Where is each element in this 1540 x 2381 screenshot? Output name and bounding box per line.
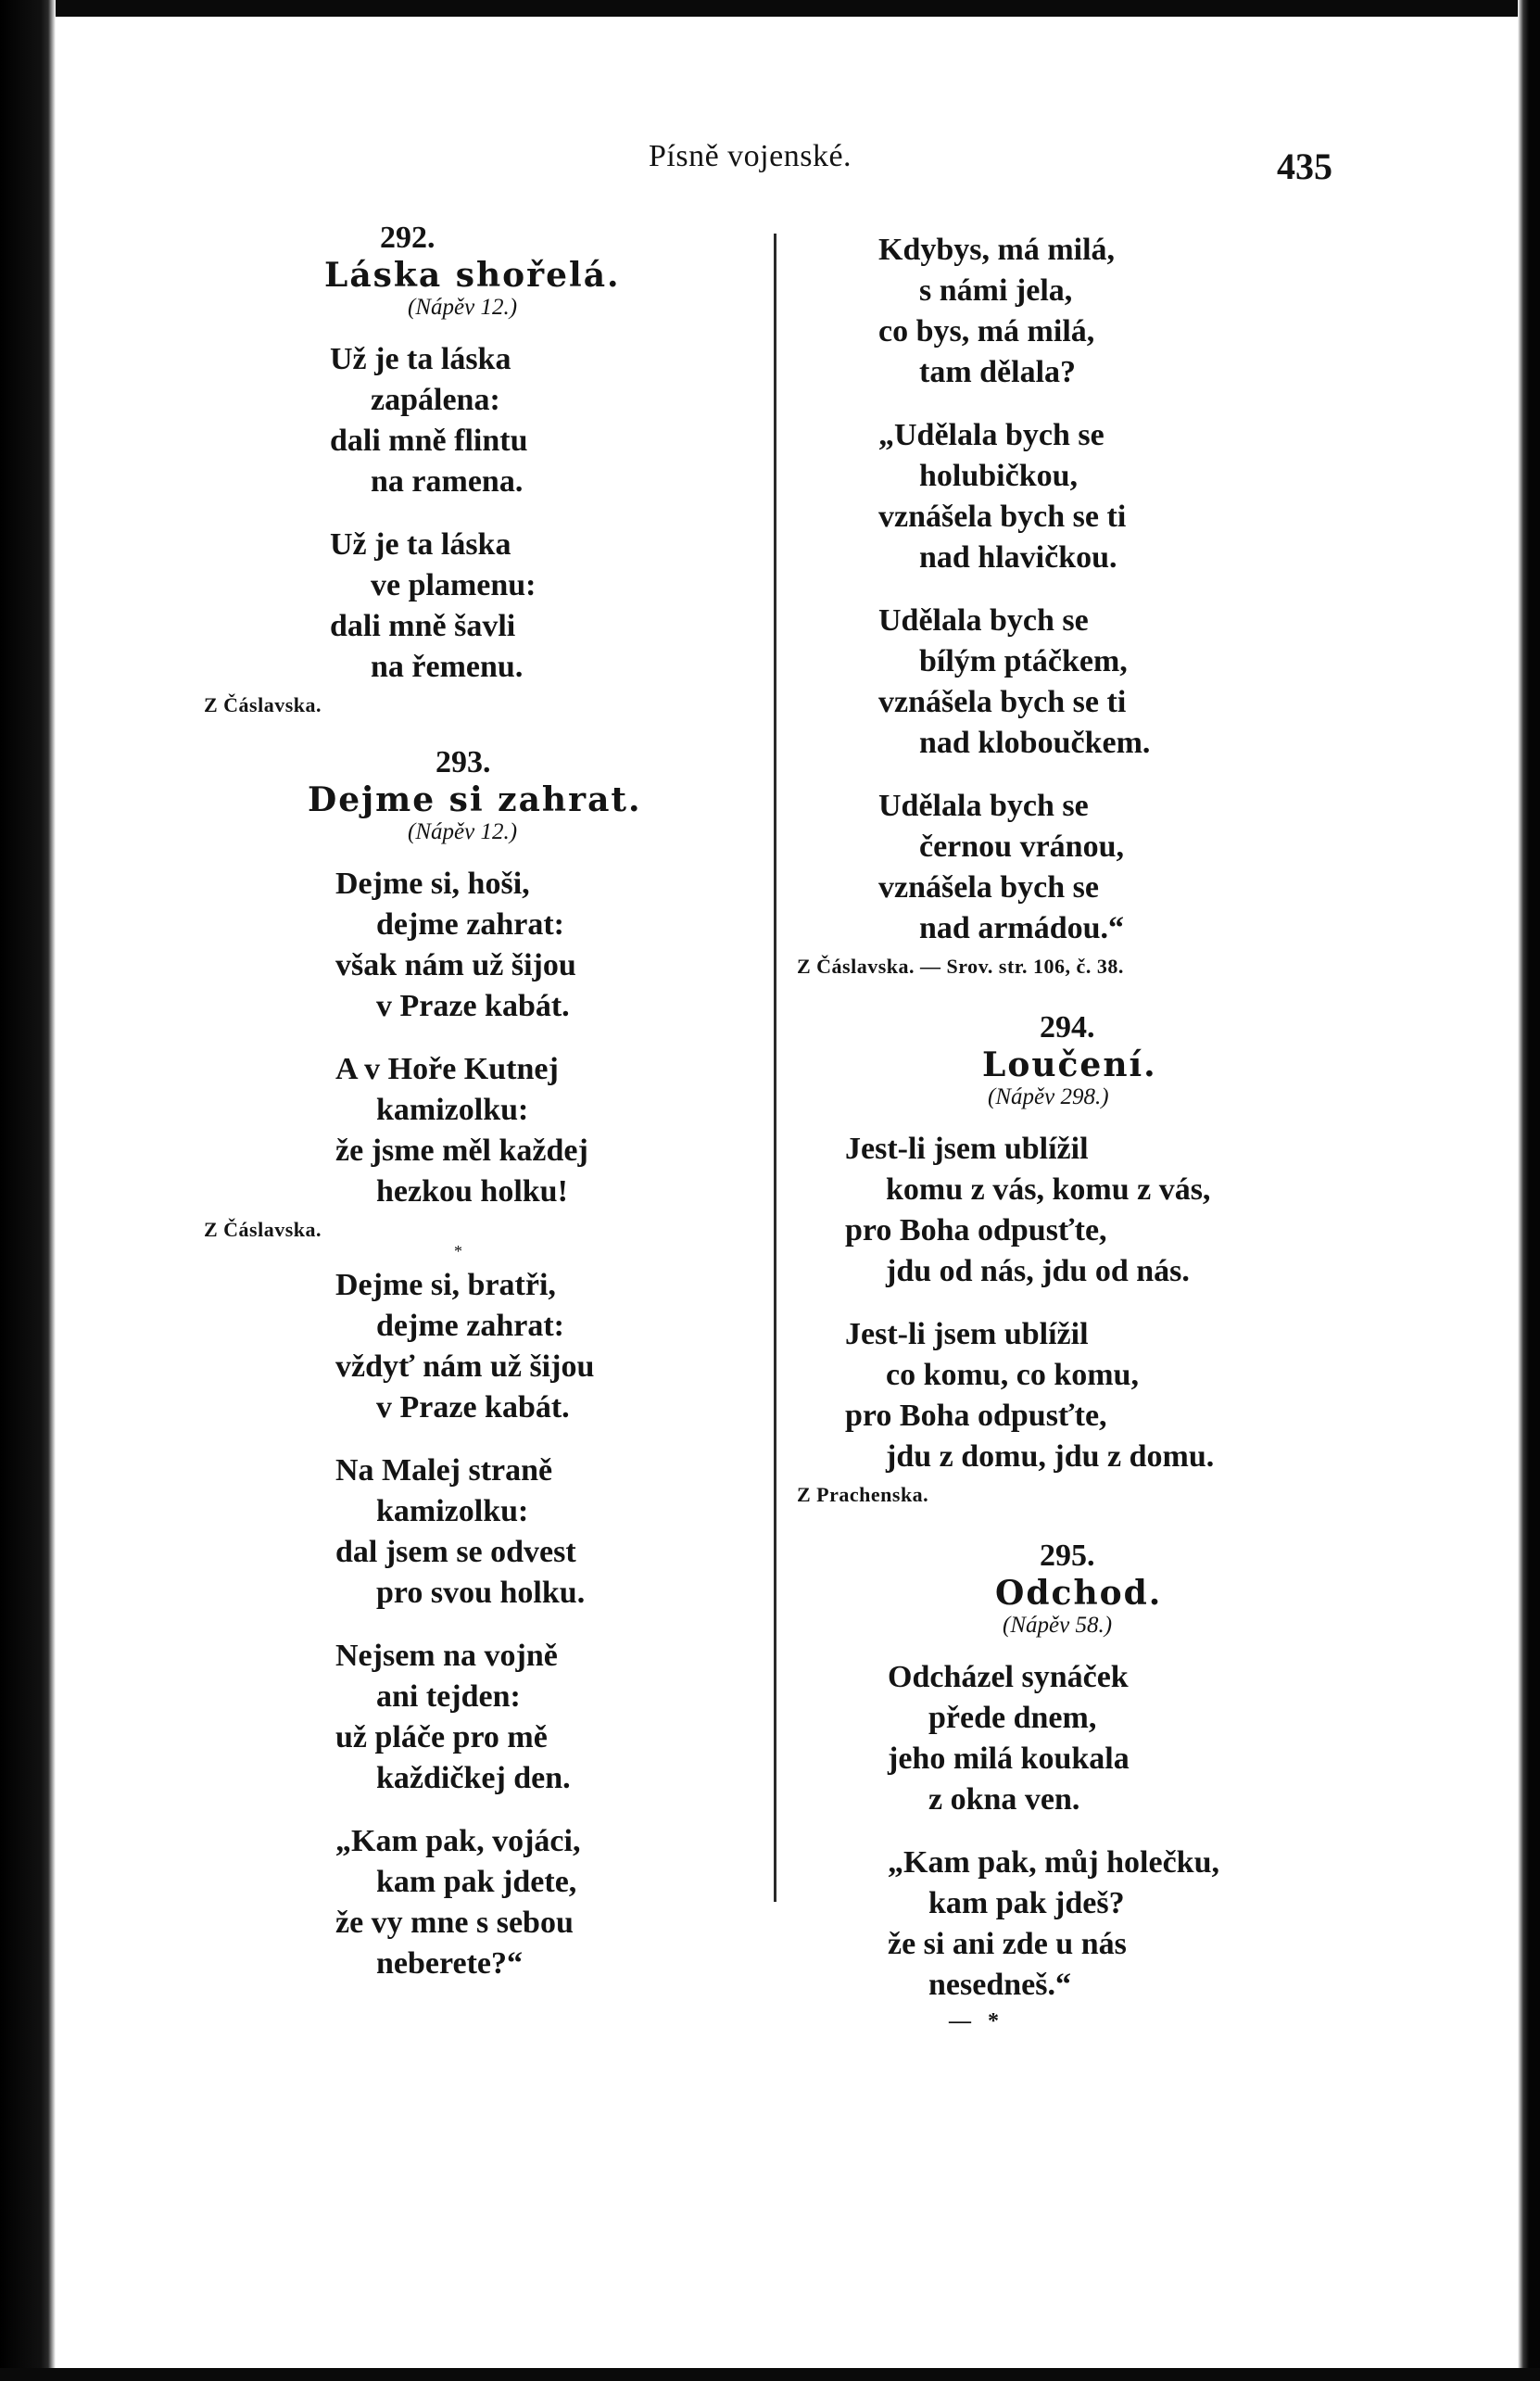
source-note: Z Prachenska. <box>797 1483 929 1506</box>
stanza <box>335 1450 741 1614</box>
verse-line: „Kam pak, můj holečku, <box>888 1845 1219 1880</box>
column-divider <box>774 234 776 1902</box>
stanza <box>845 1129 1316 1292</box>
stanza <box>878 415 1316 578</box>
stanza <box>335 864 741 1027</box>
verse-line: z okna ven. <box>928 1782 1080 1817</box>
footer-marks: — * <box>949 2009 999 2033</box>
song-295 <box>797 1539 1316 2034</box>
scan-border-left <box>0 0 56 2381</box>
verse-line: bílým ptáčkem, <box>919 644 1128 678</box>
verse-line: co komu, co komu, <box>886 1358 1139 1392</box>
verse-line: kam pak jdete, <box>376 1865 577 1899</box>
verse-line: však nám už šijou <box>335 948 576 982</box>
verse-line: kam pak jdeš? <box>928 1886 1125 1920</box>
verse-line: tam dělala? <box>919 355 1077 389</box>
song-title: Dejme si zahrat. <box>308 780 642 819</box>
verse-line: na ramena. <box>371 464 524 499</box>
scan-border-bottom <box>0 2368 1540 2381</box>
stanza <box>878 601 1316 764</box>
stanza <box>335 1821 741 1984</box>
running-head: Písně vojenské. <box>649 139 852 173</box>
source-note: Z Čáslavska. — Srov. str. 106, č. 38. <box>797 955 1124 978</box>
verse-line: Jest-li jsem ublížil <box>845 1317 1089 1351</box>
tune-ref: (Nápěv 298.) <box>988 1084 1109 1109</box>
scan-border-right <box>1518 0 1540 2381</box>
scan-border-top <box>0 0 1540 17</box>
stanza <box>878 786 1316 949</box>
left-column <box>204 221 741 2007</box>
verse-line: vznášela bych se ti <box>878 685 1127 719</box>
verse-line: nad hlavičkou. <box>919 540 1117 575</box>
stanza <box>335 1049 741 1212</box>
verse-line: Už je ta láska <box>330 527 511 562</box>
verse-line: už pláče pro mě <box>335 1720 548 1754</box>
source-note: Z Čáslavska. <box>204 693 322 716</box>
stanza <box>330 339 741 502</box>
verse-line: „Kam pak, vojáci, <box>335 1824 581 1858</box>
verse-line: v Praze kabát. <box>376 989 570 1023</box>
verse-line: Odcházel synáček <box>888 1660 1129 1694</box>
verse-line: pro Boha odpusťte, <box>845 1213 1107 1247</box>
song-number: 294. <box>1040 1010 1095 1045</box>
song-294 <box>797 1010 1316 1507</box>
verse-line: dejme zahrat: <box>376 1309 564 1343</box>
song-number: 295. <box>1040 1539 1095 1573</box>
song-number: 293. <box>435 745 491 779</box>
stanza <box>845 1314 1316 1477</box>
verse-line: jdu od nás, jdu od nás. <box>886 1254 1190 1288</box>
song-title: Odchod. <box>995 1574 1163 1613</box>
verse-line: jdu z domu, jdu z domu. <box>886 1439 1215 1474</box>
verse-line: zapálena: <box>371 383 500 417</box>
verse-line: Dejme si, hoši, <box>335 867 530 901</box>
verse-line: že si ani zde u nás <box>888 1927 1127 1961</box>
verse-line: s námi jela, <box>919 273 1073 308</box>
verse-line: dali mně šavli <box>330 609 516 643</box>
verse-line: Kdybys, má milá, <box>878 233 1116 267</box>
verse-line: přede dnem, <box>928 1701 1097 1735</box>
verse-line: vznášela bych se ti <box>878 500 1127 534</box>
right-column <box>797 230 1316 2034</box>
verse-line: nesedneš.“ <box>928 1968 1071 2002</box>
verse-line: Jest-li jsem ublížil <box>845 1132 1089 1166</box>
stanza <box>335 1636 741 1799</box>
verse-line: ani tejden: <box>376 1679 521 1714</box>
verse-line: Na Malej straně <box>335 1453 553 1488</box>
song-293 <box>204 745 741 1984</box>
verse-line: nad kloboučkem. <box>919 726 1151 760</box>
verse-line: pro svou holku. <box>376 1576 586 1610</box>
song-292 <box>204 221 741 717</box>
stanza <box>335 1265 741 1428</box>
verse-line: co bys, má milá, <box>878 314 1095 348</box>
verse-line: „Udělala bych se <box>878 418 1105 452</box>
stanza <box>878 230 1316 393</box>
verse-line: komu z vás, komu z vás, <box>886 1172 1211 1207</box>
verse-line: v Praze kabát. <box>376 1390 570 1425</box>
tune-ref: (Nápěv 58.) <box>1003 1613 1113 1638</box>
verse-line: že jsme měl každej <box>335 1134 588 1168</box>
verse-line: nad armádou.“ <box>919 911 1125 945</box>
verse-line: jeho milá koukala <box>888 1741 1130 1776</box>
page-number: 435 <box>1277 146 1332 187</box>
song-number: 292. <box>380 221 435 255</box>
stanza <box>888 1657 1316 1820</box>
verse-line: dali mně flintu <box>330 424 528 458</box>
verse-line: černou vránou, <box>919 830 1124 864</box>
verse-line: holubičkou, <box>919 459 1079 493</box>
verse-line: neberete?“ <box>376 1946 523 1981</box>
stanza <box>888 1843 1316 2006</box>
song-title: Loučení. <box>982 1045 1157 1084</box>
verse-line: na řemenu. <box>371 650 524 684</box>
verse-line: že vy mne s sebou <box>335 1906 574 1940</box>
verse-line: vždyť nám už šijou <box>335 1349 595 1384</box>
verse-line: A v Hoře Kutnej <box>335 1052 559 1086</box>
tune-ref: (Nápěv 12.) <box>408 295 518 320</box>
verse-line: každičkej den. <box>376 1761 571 1795</box>
verse-line: Už je ta láska <box>330 342 511 376</box>
song-title: Láska shořelá. <box>324 256 621 295</box>
verse-line: pro Boha odpusťte, <box>845 1399 1107 1433</box>
verse-line: Udělala bych se <box>878 603 1089 638</box>
verse-line: vznášela bych se <box>878 870 1099 905</box>
verse-line: hezkou holku! <box>376 1174 568 1209</box>
tune-ref: (Nápěv 12.) <box>408 819 518 844</box>
verse-line: ve plamenu: <box>371 568 536 602</box>
source-note: Z Čáslavska. <box>204 1218 322 1241</box>
verse-line: Udělala bych se <box>878 789 1089 823</box>
verse-line: kamizolku: <box>376 1494 529 1528</box>
verse-line: Nejsem na vojně <box>335 1639 558 1673</box>
verse-line: dejme zahrat: <box>376 907 564 942</box>
stanza <box>330 525 741 688</box>
verse-line: dal jsem se odvest <box>335 1535 576 1569</box>
verse-line: kamizolku: <box>376 1093 529 1127</box>
verse-line: Dejme si, bratři, <box>335 1268 556 1302</box>
variant-mark: * <box>454 1242 462 1260</box>
